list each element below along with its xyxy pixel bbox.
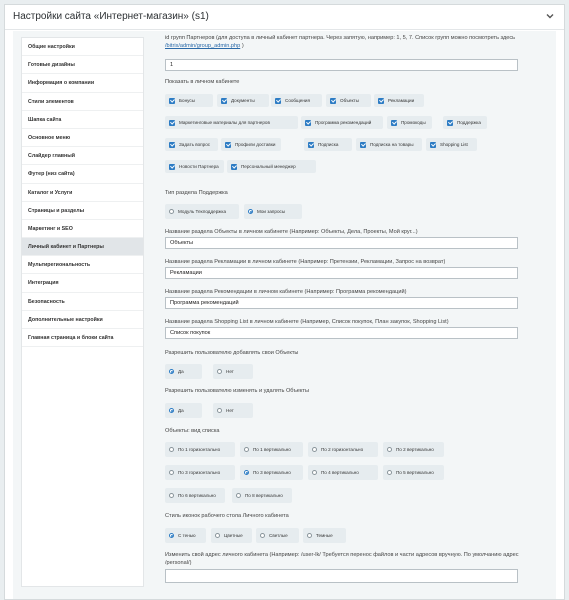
checkbox-option[interactable] (443, 116, 487, 129)
radio-dot-icon (169, 408, 174, 413)
radio-label: По 6 вертикально (178, 493, 216, 498)
checkbox-option[interactable] (426, 138, 477, 151)
panel-title: Настройки сайта «Интернет-магазин» (s1) (13, 11, 209, 22)
radio-option[interactable] (165, 364, 202, 379)
radio-dot-icon (387, 470, 392, 475)
sidebar-item[interactable]: Безопасность (22, 293, 143, 311)
list-view-label: Объекты: вид списка (165, 428, 220, 434)
checkbox-label: Рекламации (388, 98, 415, 103)
checkbox-checked-icon (169, 164, 175, 170)
sidebar-item[interactable]: Маркетинг и SEO (22, 220, 143, 238)
partner-groups-label: id групп Партнеров (для доступа в личный кабинет партнера. Через запятую, например: 1, 5, 7. Список групп можно посмотреть здесь /bitrix/admin/group_admin.php ) (165, 35, 516, 49)
radio-dot-icon (312, 447, 317, 452)
checkbox-option[interactable] (221, 138, 281, 151)
checkbox-label: Новости Партнера (179, 164, 219, 169)
checkbox-label: Маркетинговые материалы для партнеров (179, 120, 270, 125)
checkbox-label: Shopping List (440, 142, 468, 147)
sidebar-item[interactable]: Слайдер главный (22, 147, 143, 165)
radio-option[interactable] (383, 465, 444, 480)
radio-option[interactable] (308, 465, 378, 480)
claims-name-label: Название раздела Рекламации в личном кабинете (Например: Претензии, Рекламации, Запрос на возврат) (165, 259, 446, 265)
settings-sidebar (21, 37, 144, 587)
radio-label: По 1 вертикально (253, 447, 291, 452)
checkbox-label: Подписка (318, 142, 339, 147)
checkbox-option[interactable] (301, 116, 383, 129)
radio-label: С тенью (178, 533, 196, 538)
radio-option[interactable] (240, 442, 303, 457)
radio-dot-icon (217, 408, 222, 413)
checkbox-checked-icon (378, 98, 384, 104)
radio-label: Мои запросы (257, 209, 286, 214)
custom-address-label: Изменить свой адрес личного кабинета (Например: /user-lk/ Требуется перенос файлов и части адресов вручную. По умолчанию адрес /personal/) (165, 552, 519, 566)
sidebar-item[interactable]: Готовые дизайны (22, 56, 143, 74)
radio-dot-icon (248, 209, 253, 214)
objects-name-label: Название раздела Объекты в личном кабинете (Например: Объекты, Дела, Проекты, Мой круг...) (165, 229, 418, 235)
radio-label: Нет (226, 408, 234, 413)
radio-label: По 2 вертикально (396, 447, 434, 452)
radio-dot-icon (217, 369, 222, 374)
radio-label: Модуль Техподдержка (178, 209, 227, 214)
checkbox-checked-icon (305, 120, 311, 126)
sidebar-item[interactable]: Интеграция (22, 274, 143, 292)
shopping-name-input[interactable] (165, 327, 518, 339)
referral-name-label: Название раздела Рекомендации в личном кабинете (Например: Программа рекомендаций) (165, 289, 407, 295)
checkbox-option[interactable] (374, 94, 424, 107)
checkbox-label: Подписка на товары (370, 142, 414, 147)
sidebar-item[interactable]: Стили элементов (22, 93, 143, 111)
claims-name-input[interactable] (165, 267, 518, 279)
radio-option[interactable] (308, 442, 378, 457)
checkbox-checked-icon (360, 142, 366, 148)
radio-option[interactable] (232, 488, 292, 503)
radio-label: Нет (226, 369, 234, 374)
checkbox-checked-icon (169, 98, 175, 104)
radio-dot-icon (169, 209, 174, 214)
sidebar-item[interactable]: Шапка сайта (22, 111, 143, 129)
radio-dot-icon (215, 533, 220, 538)
radio-dot-icon (169, 369, 174, 374)
sidebar-item[interactable]: Футер (низ сайта) (22, 165, 143, 183)
settings-panel (4, 4, 565, 600)
radio-label: По 8 вертикально (245, 493, 283, 498)
radio-label: Темные (316, 533, 333, 538)
radio-option[interactable] (303, 528, 346, 543)
radio-dot-icon (312, 470, 317, 475)
show-in-cabinet-label: Показать в личном кабинете (165, 79, 240, 85)
sidebar-item[interactable]: Дополнительные настройки (22, 311, 143, 329)
checkbox-label: Сообщения (285, 98, 310, 103)
checkbox-option[interactable] (165, 160, 224, 173)
checkbox-checked-icon (330, 98, 336, 104)
group-admin-link[interactable]: /bitrix/admin/group_admin.php (165, 43, 241, 49)
radio-option[interactable] (213, 364, 253, 379)
checkbox-option[interactable] (387, 116, 432, 129)
radio-option[interactable] (213, 403, 253, 418)
checkbox-checked-icon (308, 142, 314, 148)
icon-style-label: Стиль иконок рабочего стола Личного кабинета (165, 513, 289, 519)
radio-dot-icon (169, 447, 174, 452)
radio-label: По 3 вертикально (253, 470, 291, 475)
checkbox-label: Промокоды (401, 120, 426, 125)
checkbox-checked-icon (447, 120, 453, 126)
radio-label: По 5 вертикально (396, 470, 434, 475)
partner-groups-input[interactable] (165, 59, 518, 71)
radio-label: По 3 горизонтально (178, 470, 221, 475)
radio-label: Да (178, 408, 184, 413)
radio-label: Цветные (224, 533, 243, 538)
checkbox-checked-icon (430, 142, 436, 148)
checkbox-checked-icon (391, 120, 397, 126)
sidebar-item[interactable]: Основное меню (22, 129, 143, 147)
radio-dot-icon (387, 447, 392, 452)
radio-option[interactable] (165, 528, 206, 543)
radio-dot-icon (260, 533, 265, 538)
checkbox-label: Программа рекомендаций (315, 120, 372, 125)
checkbox-option[interactable] (165, 94, 213, 107)
checkbox-label: Документы (231, 98, 255, 103)
radio-option[interactable] (165, 442, 235, 457)
radio-option[interactable] (165, 465, 235, 480)
sidebar-item[interactable]: Каталог и Услуги (22, 184, 143, 202)
radio-option[interactable] (165, 204, 239, 219)
checkbox-label: Профили доставки (235, 142, 276, 147)
checkbox-checked-icon (169, 120, 175, 126)
radio-dot-icon (244, 470, 249, 475)
settings-body (13, 31, 556, 599)
checkbox-checked-icon (221, 98, 227, 104)
checkbox-option[interactable] (271, 94, 322, 107)
checkbox-label: Объекты (340, 98, 359, 103)
checkbox-checked-icon (275, 98, 281, 104)
radio-option[interactable] (244, 204, 302, 219)
shopping-name-label: Название раздела Shopping List в личном кабинете (Например, Список покупок, План закупок, Shopping List) (165, 319, 449, 325)
radio-label: По 2 горизонтально (321, 447, 364, 452)
radio-dot-icon (169, 533, 174, 538)
checkbox-checked-icon (225, 142, 231, 148)
checkbox-option[interactable] (326, 94, 371, 107)
sidebar-item[interactable]: Общие настройки (22, 38, 143, 56)
radio-dot-icon (236, 493, 241, 498)
radio-label: Да (178, 369, 184, 374)
radio-label: Светлые (269, 533, 288, 538)
settings-content (159, 31, 556, 599)
checkbox-label: Задать вопрос (179, 142, 211, 147)
checkbox-checked-icon (169, 142, 175, 148)
checkbox-option[interactable] (304, 138, 352, 151)
checkbox-label: Бонусы (179, 98, 195, 103)
checkbox-label: Поддержка (457, 120, 481, 125)
radio-dot-icon (244, 447, 249, 452)
radio-option[interactable] (165, 488, 225, 503)
radio-option[interactable] (240, 465, 303, 480)
radio-label: По 1 горизонтально (178, 447, 221, 452)
checkbox-label: Персональный менеджер (241, 164, 296, 169)
sidebar-item[interactable]: Страницы и разделы (22, 202, 143, 220)
checkbox-checked-icon (231, 164, 237, 170)
allow-edit-label: Разрешить пользователю изменять и удалять Объекты (165, 388, 310, 394)
support-type-label: Тип раздела Поддержка (165, 190, 228, 196)
checkbox-option[interactable] (227, 160, 316, 173)
sidebar-item[interactable]: Личный кабинет и Партнеры (22, 238, 143, 256)
radio-option[interactable] (256, 528, 299, 543)
sidebar-item[interactable]: Главная страница и блоки сайта (22, 329, 143, 347)
checkbox-option[interactable] (165, 116, 298, 129)
sidebar-item[interactable]: Мультирегиональность (22, 256, 143, 274)
radio-dot-icon (169, 470, 174, 475)
chevron-down-icon[interactable] (546, 12, 554, 20)
radio-dot-icon (169, 493, 174, 498)
radio-option[interactable] (383, 442, 444, 457)
checkbox-option[interactable] (217, 94, 269, 107)
radio-option[interactable] (165, 403, 202, 418)
radio-dot-icon (307, 533, 312, 538)
allow-add-label: Разрешить пользователю добавлять свои Объекты (165, 350, 299, 356)
sidebar-item[interactable]: Информация о компании (22, 74, 143, 92)
radio-label: По 4 вертикально (321, 470, 359, 475)
panel-header (5, 5, 564, 30)
checkbox-option[interactable] (165, 138, 218, 151)
referral-name-input[interactable] (165, 297, 518, 309)
custom-address-input[interactable] (165, 569, 518, 583)
radio-option[interactable] (211, 528, 252, 543)
checkbox-option[interactable] (356, 138, 422, 151)
objects-name-input[interactable] (165, 237, 518, 249)
